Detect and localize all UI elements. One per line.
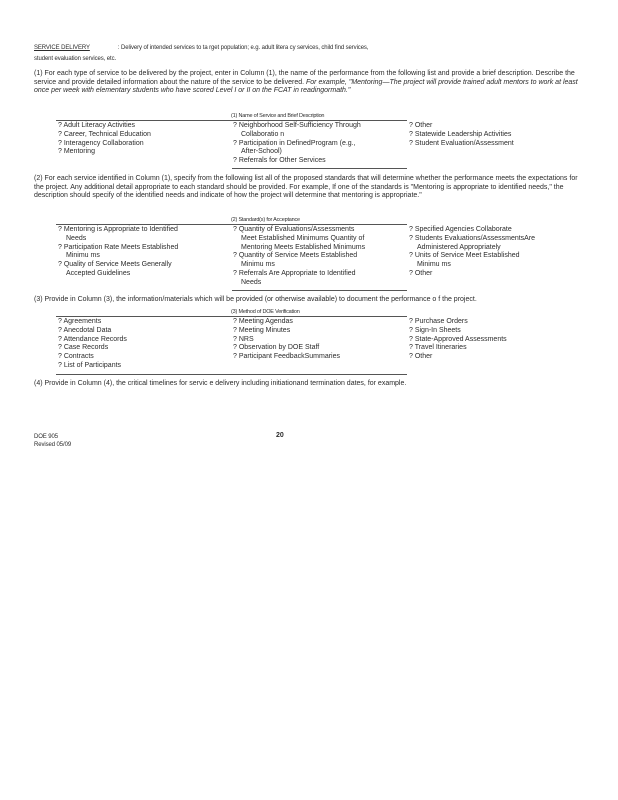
standard-option: ? Students Evaluations/AssessmentsAre	[409, 234, 536, 242]
standard-option: ? Quantity of Evaluations/Assessments	[233, 226, 355, 233]
service-option: ? Other	[409, 122, 433, 129]
standard-option: Minimu ms	[241, 261, 275, 269]
service-option: ? Statewide Leadership Activities	[409, 130, 512, 138]
column-1-top-rule	[56, 120, 407, 121]
service-option: ? Career, Technical Education	[58, 130, 151, 138]
verification-option: ? NRS	[233, 335, 254, 343]
services-list-b	[233, 122, 361, 166]
standard-option: ? Other	[409, 269, 433, 277]
standard-option: Meet Established Minimums Quantity of	[241, 234, 365, 242]
verification-list-b	[233, 318, 340, 362]
service-option: ? Adult Literacy Activities	[58, 122, 136, 129]
column-2-bottom-rule	[232, 290, 407, 291]
verification-option: ? Sign-In Sheets	[409, 326, 461, 334]
column-2-top-rule	[56, 224, 407, 225]
form-footer	[34, 433, 71, 449]
step-1-example-label: For example,	[306, 78, 347, 86]
verification-option: ? Agreements	[58, 318, 102, 325]
verification-option: ? Purchase Orders	[409, 318, 468, 325]
standard-option: ? Quantity of Service Meets Established	[233, 252, 358, 260]
step-3-instructions: (3) Provide in Column (3), the information/materials which will be provided (or otherwise available) to document the performance o f the project.	[34, 296, 477, 303]
verification-option: ? Anecdotal Data	[58, 326, 112, 334]
service-delivery-label: SERVICE DELIVERY	[34, 45, 90, 51]
service-delivery-heading	[34, 45, 368, 51]
verification-option: ? Meeting Minutes	[233, 326, 291, 334]
verification-option: ? Observation by DOE Staff	[233, 344, 320, 352]
step-2-instructions: (2) For each service identified in Column (1), specify from the following list all of the proposed standards that will determine whether the performance meets the expectations for the project. Any additional detail appropriate to each standard should be provided. For example, If one of the standards is "Mentoring is appropriate to identified needs," the description should specify of the identified needs and indicate of how the project will determine that mentoring is appropriate."	[34, 175, 578, 200]
verification-option: ? Other	[409, 353, 433, 361]
verification-option: ? Case Records	[58, 344, 109, 352]
column-3-header: (3) Method of DOE Verification	[231, 309, 300, 315]
column-1-header: (1) Name of Service and Brief Description	[231, 113, 325, 119]
step-1-instructions	[34, 70, 589, 96]
services-list-c	[409, 122, 514, 148]
verification-option: ? List of Participants	[58, 361, 122, 369]
service-delivery-line1: : Delivery of intended services to ta rget population; e.g. adult litera cy services, child find services,	[117, 45, 369, 51]
service-delivery-line2: student evaluation services, etc.	[34, 56, 117, 62]
revision-date: Revised 05/09	[34, 442, 72, 448]
column-3-bottom-rule	[56, 374, 407, 375]
standard-option: Administered Appropriately	[417, 243, 501, 251]
step-1-text: (1) For each type of service to be delivered by the project, enter in Column (1), the name of the performance from the following list and provide a brief description. Describe the service and provide detailed information about the nature of the service to be delivered.	[34, 70, 575, 86]
standard-option: Mentoring Meets Established Minimums	[241, 243, 366, 251]
service-option: ? Interagency Collaboration	[58, 139, 144, 147]
column-2-header: (2) Standard(s) for Acceptance	[231, 217, 300, 223]
service-option: After-School)	[241, 148, 282, 156]
column-1-bottom-rule	[232, 168, 407, 169]
service-option: ? Student Evaluation/Assessment	[409, 139, 514, 147]
service-option: ? Participation in DefinedProgram (e.g.,	[233, 139, 356, 147]
verification-option: ? State-Approved Assessments	[409, 335, 507, 343]
column-3-top-rule	[56, 316, 407, 317]
standard-option: Minimu ms	[66, 252, 100, 260]
standard-option: ? Mentoring is Appropriate to Identified	[58, 226, 178, 233]
standard-option: Needs	[241, 278, 262, 286]
standard-option: ? Specified Agencies Collaborate	[409, 226, 512, 233]
standards-list-c	[409, 226, 535, 279]
standards-list-a	[58, 226, 178, 279]
standard-option: ? Units of Service Meet Established	[409, 252, 520, 260]
page-number: 20	[276, 432, 284, 439]
step-1-example: "Mentoring—The project will provide trained adult mentors to work at least once per week with elementary students who have scored Level I or II on the FCAT in readingormath."	[34, 78, 578, 95]
verification-option: ? Attendance Records	[58, 335, 127, 343]
verification-list-c	[409, 318, 507, 362]
standard-option: ? Referrals Are Appropriate to Identified	[233, 269, 356, 277]
standard-option: Needs	[66, 234, 87, 242]
step-4-instructions: (4) Provide in Column (4), the critical timelines for servic e delivery including initiationand termination dates, for example.	[34, 380, 407, 387]
standards-list-b	[233, 226, 365, 288]
verification-list-a	[58, 318, 127, 371]
service-option: ? Referrals for Other Services	[233, 157, 326, 165]
standard-option: ? Participation Rate Meets Established	[58, 243, 179, 251]
standard-option: Accepted Guidelines	[66, 269, 131, 277]
verification-option: ? Meeting Agendas	[233, 318, 293, 325]
service-option: ? Mentoring	[58, 148, 95, 156]
standard-option: Minimu ms	[417, 261, 451, 269]
verification-option: ? Contracts	[58, 353, 94, 361]
service-option: Collaboratio n	[241, 130, 285, 138]
verification-option: ? Travel Itineraries	[409, 344, 467, 352]
form-id: DOE 905	[34, 434, 58, 440]
standard-option: ? Quality of Service Meets Generally	[58, 261, 172, 269]
verification-option: ? Participant FeedbackSummaries	[233, 353, 340, 361]
service-option: ? Neighborhood Self-Sufficiency Through	[233, 122, 361, 129]
services-list-a	[58, 122, 151, 157]
